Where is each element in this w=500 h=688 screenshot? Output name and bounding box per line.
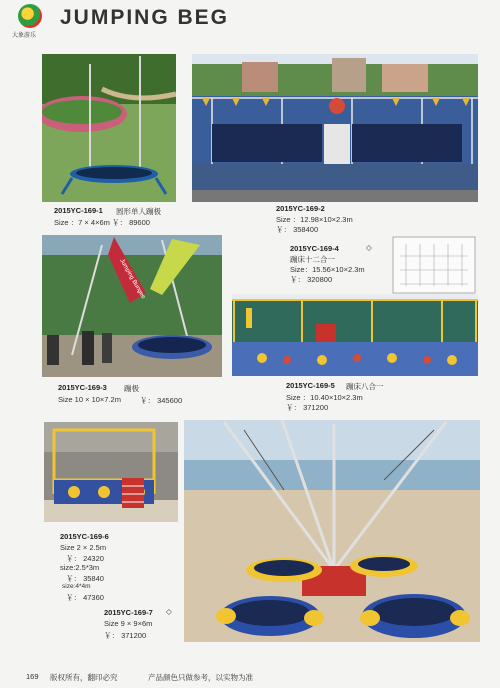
product-price-169-6: ￥： 24320 (66, 554, 104, 563)
product-price3-169-6: ￥： 47360 (66, 593, 104, 602)
product-price-169-2: ￥： 358400 (276, 225, 319, 234)
product-photo-169-7 (184, 420, 480, 642)
product-size-169-6: Size 2 × 2.5m (60, 543, 107, 552)
product-price-169-4: ￥： 320800 (290, 275, 333, 284)
page-title: JUMPING BEG (60, 6, 230, 29)
product-code-169-7: 2015YC-169-7 (104, 608, 153, 617)
footer-copyright: 版权所有，翻印必究 (50, 673, 118, 682)
product-marker-icon: ◇ (366, 243, 372, 252)
product-name-169-4: 蹦床十二合一 (290, 255, 335, 264)
product-photo-169-1 (42, 54, 176, 202)
product-size2-169-6: size:2.5*3m (60, 563, 100, 572)
product-price2-169-6: ￥： 35840 (66, 574, 104, 583)
product-code-169-2: 2015YC-169-2 (276, 204, 325, 213)
product-code-169-1: 2015YC-169-1 (54, 206, 103, 215)
footer-disclaimer: 产品颜色只做参考，以实物为准 (148, 673, 253, 682)
product-code-169-5: 2015YC-169-5 (286, 381, 335, 390)
product-size-169-1: Size ：7 × 4×6m (54, 218, 110, 227)
product-marker-icon: ◇ (166, 607, 172, 616)
product-photo-169-2 (192, 54, 478, 202)
product-code-169-3: 2015YC-169-3 (58, 383, 107, 392)
product-price-169-5: ￥： 371200 (286, 403, 329, 412)
product-photo-169-6 (44, 422, 178, 522)
product-photo-169-3 (42, 235, 222, 377)
bungee-banner-text: Jumping Bungee (118, 258, 146, 301)
product-price-169-3: ￥： 345600 (140, 396, 183, 405)
product-size-169-4: Size：15.56×10×2.3m (290, 265, 365, 274)
product-price-169-7: ￥： 371200 (104, 631, 147, 640)
product-size-169-5: Size ：10.40×10×2.3m (286, 393, 363, 402)
product-photo-169-5 (232, 294, 478, 376)
product-name-169-1: 圆形单人蹦极 (116, 207, 161, 216)
product-name-169-5: 蹦床八合一 (346, 382, 384, 391)
product-size-169-2: Size ：12.98×10×2.3m (276, 215, 353, 224)
product-size-169-7: Size 9 × 9×6m (104, 619, 153, 628)
product-size3-169-6: size:4*4m (62, 583, 91, 590)
product-code-169-4: 2015YC-169-4 (290, 244, 339, 253)
page-number: 169 (26, 672, 39, 681)
product-name-169-3: 蹦极 (124, 384, 139, 393)
brand-logo (18, 4, 42, 28)
product-size-169-3: Size 10 × 10×7.2m (58, 395, 121, 404)
product-price-169-1: ￥： 89600 (112, 218, 150, 227)
layout-drawing-169-4 (392, 236, 476, 294)
product-code-169-6: 2015YC-169-6 (60, 532, 109, 541)
brand-logo-text: 大象游乐 (12, 33, 37, 39)
